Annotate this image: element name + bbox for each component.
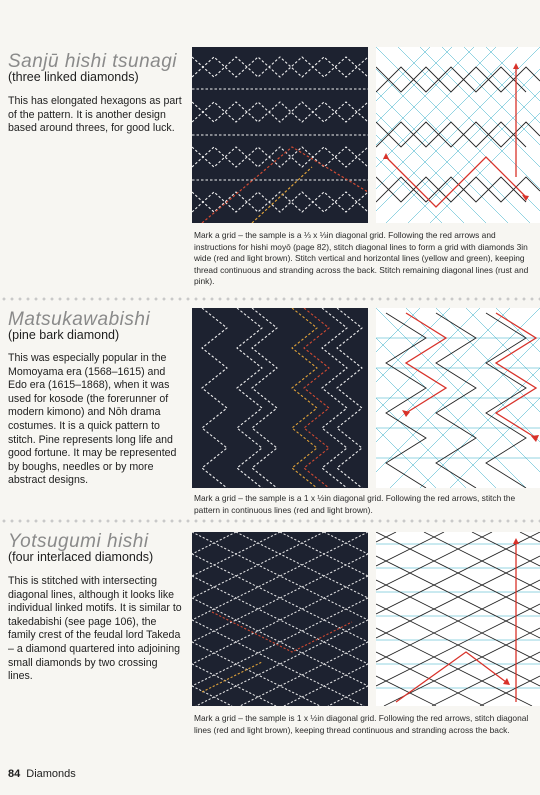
yotsugumi-stitch-sample — [192, 532, 368, 706]
matsukawa-diagram — [376, 308, 540, 488]
section-yotsugumi-title: Yotsugumi hishi — [8, 531, 149, 552]
section-sanju-subtitle: (three linked diamonds) — [8, 70, 139, 84]
yotsugumi-diagram — [376, 532, 540, 706]
section-yotsugumi-subtitle: (four interlaced diamonds) — [8, 550, 154, 564]
chapter-name: Diamonds — [26, 768, 76, 780]
section-sanju-title: Sanjū hishi tsunagi — [8, 51, 177, 72]
matsukawa-stitch-sample — [192, 308, 368, 488]
sanju-diagram — [376, 47, 540, 223]
sanju-stitch-sample — [192, 47, 368, 223]
section-matsukawa-subtitle: (pine bark diamond) — [8, 328, 120, 342]
section-yotsugumi-caption: Mark a grid – the sample is 1 x ½in diagonal grid. Following the red arrows, stitch diagonal lines (red and light brown), keeping thread continuous and stranding across the back. — [194, 713, 529, 735]
page-footer — [8, 768, 76, 780]
section-divider-1 — [0, 297, 540, 301]
section-matsukawa-title: Matsukawabishi — [8, 309, 151, 330]
section-divider-2 — [0, 519, 540, 523]
page-number: 84 — [8, 768, 21, 780]
section-matsukawa-caption: Mark a grid – the sample is a 1 x ½in diagonal grid. Following the red arrows, stitch the pattern in continuous lines (red and light brown). — [194, 493, 516, 515]
section-yotsugumi-body: This is stitched with intersecting diagonal lines, although it looks like individual linked motifs. It is similar to takedabishi (see page 106), the family crest of the feudal lord Takeda – a diamond quartered into adjoining small diamonds by two crossing lines. — [8, 575, 182, 683]
section-sanju-caption: Mark a grid – the sample is a ⅓ x ⅓in diagonal grid. Following the red arrows and instructions for hishi moyō (page 82), stitch diagonal lines to form a grid with diamonds 3in wide (red and light brown). Stitch vertical and horizontal lines (yellow and green), keeping thread continuous and stranding across the back. Stitch remaining diagonal lines (rust and pink). — [194, 230, 529, 286]
section-matsukawa-body: This was especially popular in the Momoyama era (1568–1615) and Edo era (1615–1868), when it was used for kosode (the forerunner of modern kimono) and Nōh drama costumes. It is a quick pattern to stitch. Pine represents long life and good fortune. It may be represented by boughs, needles or by more abstract designs. — [8, 352, 177, 487]
section-sanju-body: This has elongated hexagons as part of the pattern. It is another design based around threes, for good luck. — [8, 95, 182, 135]
